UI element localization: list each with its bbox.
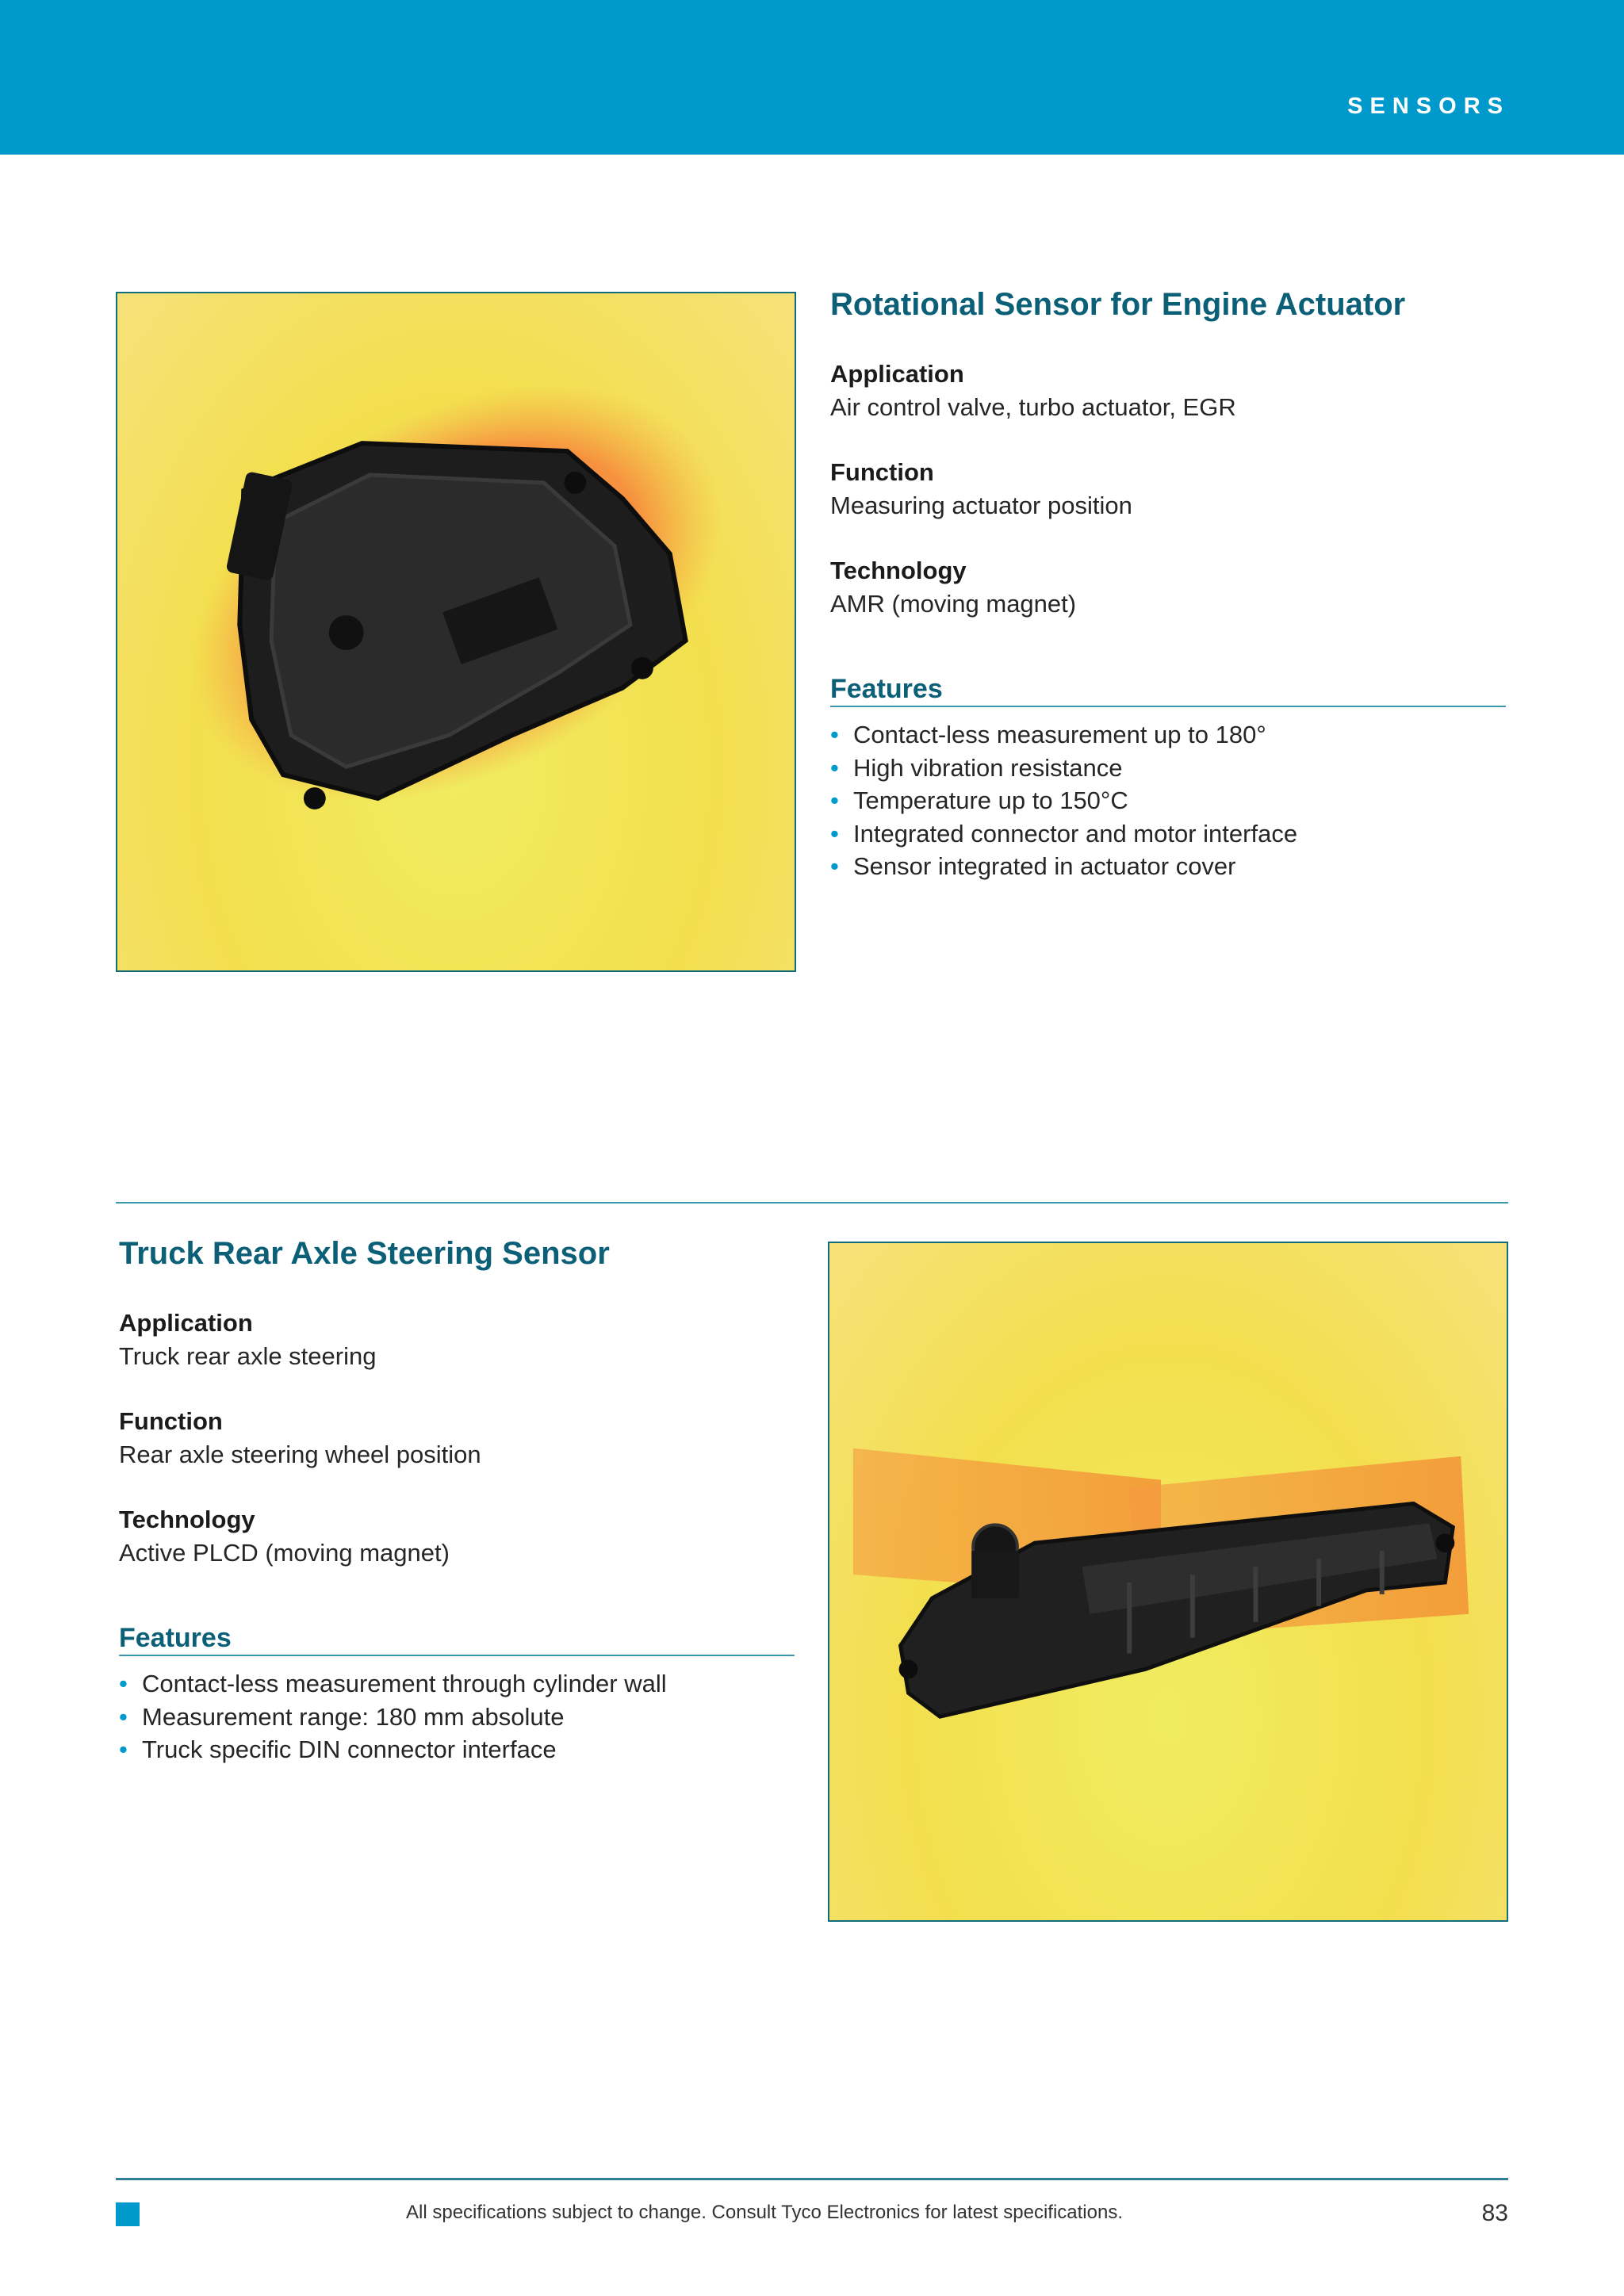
footer-rule <box>116 2178 1508 2180</box>
bullet-icon: • <box>830 819 839 848</box>
bullet-icon: • <box>830 753 839 782</box>
list-item: • Truck specific DIN connector interface <box>119 1733 667 1766</box>
application-label: Application <box>830 360 964 388</box>
function-label: Function <box>119 1407 223 1435</box>
list-item: • High vibration resistance <box>830 752 1297 785</box>
technology-value: AMR (moving magnet) <box>830 590 1077 618</box>
list-item: • Measurement range: 180 mm absolute <box>119 1701 667 1734</box>
product-photo-truck-sensor <box>828 1242 1508 1922</box>
function-value: Measuring actuator position <box>830 492 1132 519</box>
list-item: • Temperature up to 150°C <box>830 784 1297 817</box>
list-item: • Contact-less measurement up to 180° <box>830 718 1297 752</box>
function-label: Function <box>830 458 934 486</box>
features-heading: Features <box>830 674 943 704</box>
product-title-rotational-sensor: Rotational Sensor for Engine Actuator <box>830 287 1406 322</box>
bullet-icon: • <box>830 721 839 748</box>
product-title-truck-sensor: Truck Rear Axle Steering Sensor <box>119 1236 610 1271</box>
features-list <box>830 718 1297 883</box>
list-item: • Contact-less measurement through cylinder wall <box>119 1667 667 1701</box>
page-number: 83 <box>1481 2200 1508 2226</box>
bullet-icon: • <box>119 1702 128 1731</box>
function-value: Rear axle steering wheel position <box>119 1441 481 1468</box>
bullet-icon: • <box>830 852 839 880</box>
bullet-icon: • <box>119 1670 128 1697</box>
technology-label: Technology <box>119 1506 255 1533</box>
features-rule <box>830 706 1506 707</box>
features-rule <box>119 1655 795 1656</box>
features-list <box>119 1667 667 1766</box>
footer-square-mark <box>116 2202 140 2226</box>
footer-disclaimer: All specifications subject to change. Consult Tyco Electronics for latest specifications. <box>406 2202 1123 2223</box>
list-item: • Sensor integrated in actuator cover <box>830 850 1297 883</box>
bullet-icon: • <box>830 786 839 814</box>
bullet-icon: • <box>119 1735 128 1763</box>
list-item: • Integrated connector and motor interface <box>830 817 1297 851</box>
section-label: SENSORS <box>1347 94 1510 119</box>
application-value: Air control valve, turbo actuator, EGR <box>830 393 1236 421</box>
application-label: Application <box>119 1309 253 1337</box>
technology-value: Active PLCD (moving magnet) <box>119 1539 450 1567</box>
features-heading: Features <box>119 1623 232 1653</box>
section-divider <box>116 1202 1508 1203</box>
product-photo-rotational-sensor <box>116 292 796 972</box>
application-value: Truck rear axle steering <box>119 1342 377 1370</box>
header-band <box>0 0 1624 155</box>
technology-label: Technology <box>830 557 967 584</box>
actuator-cover-shape <box>226 443 686 809</box>
